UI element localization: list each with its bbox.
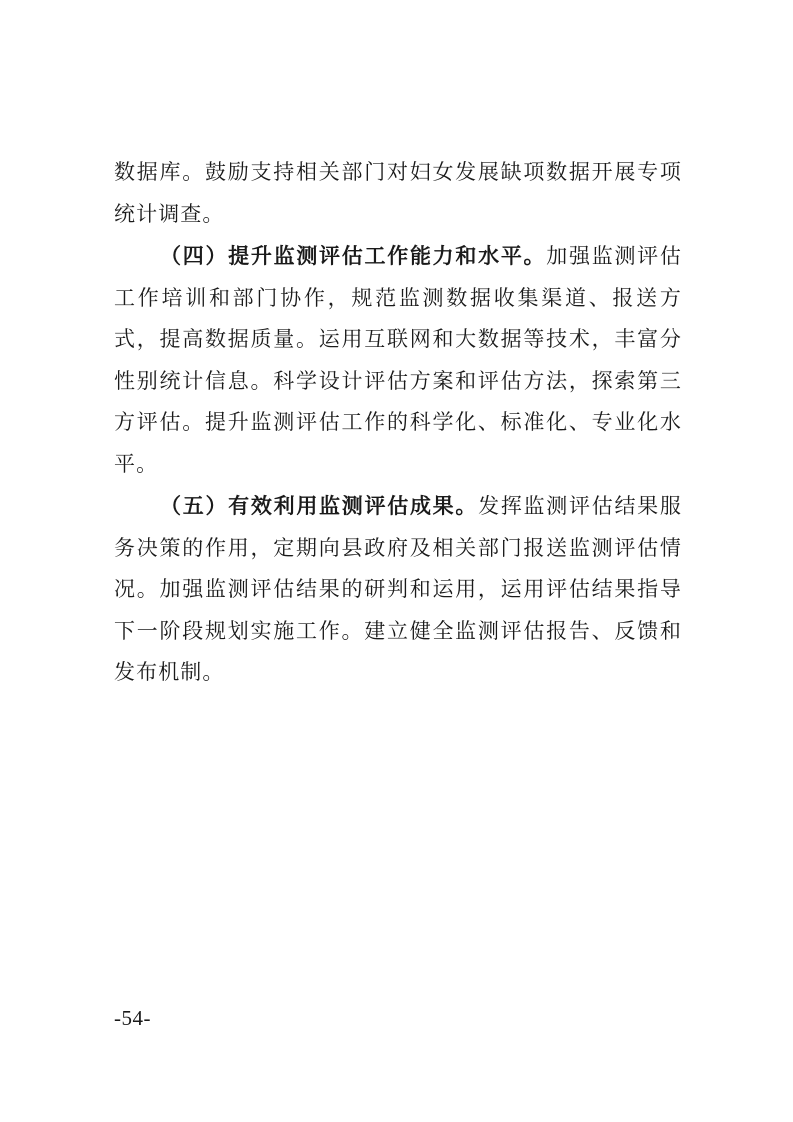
paragraph-section-4 [114,235,682,485]
paragraph-section-5 [114,485,682,694]
section-heading-5: （五）有效利用监测评估成果。 [160,493,479,518]
paragraph-text: 发挥监测评估结果服务决策的作用，定期向县政府及相关部门报送监测评估情况。加强监测评估结果的研判和运用，运用评估结果指导下一阶段规划实施工作。建立健全监测评估报告、反馈和发布机制。 [114,494,682,684]
section-heading-4: （四）提升监测评估工作能力和水平。 [160,243,547,268]
page-number: -54- [114,1006,151,1030]
paragraph-text: 加强监测评估工作培训和部门协作，规范监测数据收集渠道、报送方式，提高数据质量。运用互联网和大数据等技术，丰富分性别统计信息。科学设计评估方案和评估方法，探索第三方评估。提升监测评估工作的科学化、标准化、专业化水平。 [114,244,682,476]
paragraph-continuation [114,152,682,235]
document-body [114,152,682,694]
paragraph-text: 数据库。鼓励支持相关部门对妇女发展缺项数据开展专项统计调查。 [114,160,682,226]
